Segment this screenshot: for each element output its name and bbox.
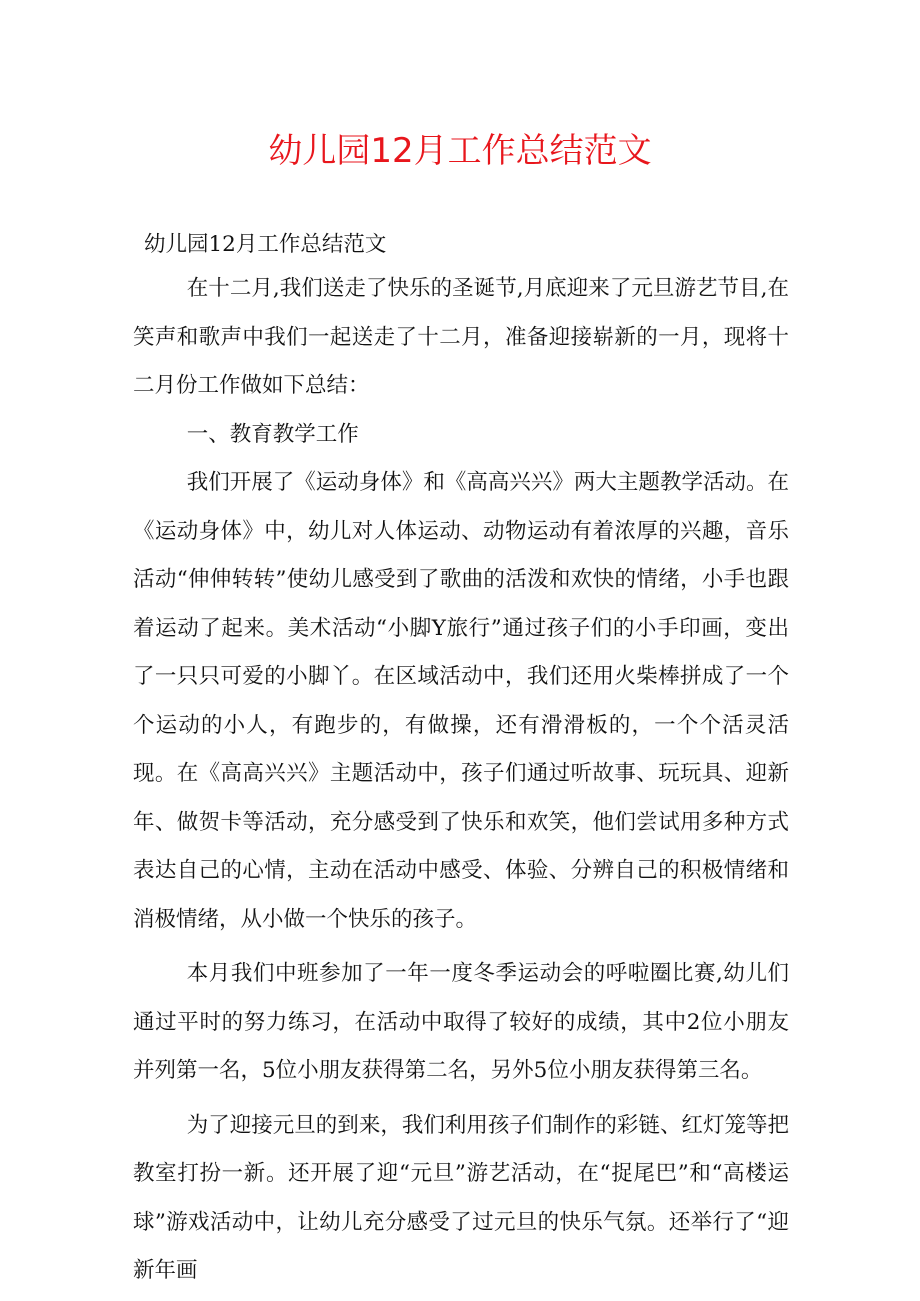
paragraph-new-year: 为了迎接元旦的到来，我们利用孩子们制作的彩链、红灯笼等把教室打扮一新。还开展了迎“元旦”游艺活动，在“捉尾巴”和“高楼运球”游戏活动中，让幼儿充分感受了过元旦的快乐气氛。还举行了“迎新年画 xyxy=(133,1112,789,1283)
section-heading: 一、教育教学工作 xyxy=(186,421,359,447)
paragraph-sports: 本月我们中班参加了一年一度冬季运动会的呼啦圈比赛,幼儿们通过平时的努力练习，在活动中取得了较好的成绩，其中2位小朋友并列第一名，5位小朋友获得第二名，另外5位小朋友获得第三名。 xyxy=(133,961,789,1083)
document-title: 幼儿园12月工作总结范文 xyxy=(268,131,652,171)
paragraph-teaching: 我们开展了《运动身体》和《高高兴兴》两大主题教学活动。在《运动身体》中，幼儿对人体运动、动物运动有着浓厚的兴趣，音乐活动“伸伸转转”使幼儿感受到了歌曲的活泼和欢快的情绪，小手也跟着运动了起来。美术活动“小脚Y旅行”通过孩子们的小手印画，变出了一只只可爱的小脚丫。在区域活动中，我们还用火柴棒拼成了一个个运动的小人，有跑步的，有做操，还有滑滑板的，一个个活灵活现。在《高高兴兴》主题活动中，孩子们通过听故事、玩玩具、迎新年、做贺卡等活动，充分感受到了快乐和欢笑，他们尝试用多种方式表达自己的心情，主动在活动中感受、体验、分辨自己的积极情绪和消极情绪，从小做一个快乐的孩子。 xyxy=(133,470,789,932)
document-body xyxy=(133,225,789,1296)
document-subtitle: 幼儿园12月工作总结范文 xyxy=(144,232,387,257)
paragraph-intro: 在十二月,我们送走了快乐的圣诞节,月底迎来了元旦游艺节目,在笑声和歌声中我们一起送走了十二月，准备迎接崭新的一月，现将十二月份工作做如下总结： xyxy=(133,276,789,398)
